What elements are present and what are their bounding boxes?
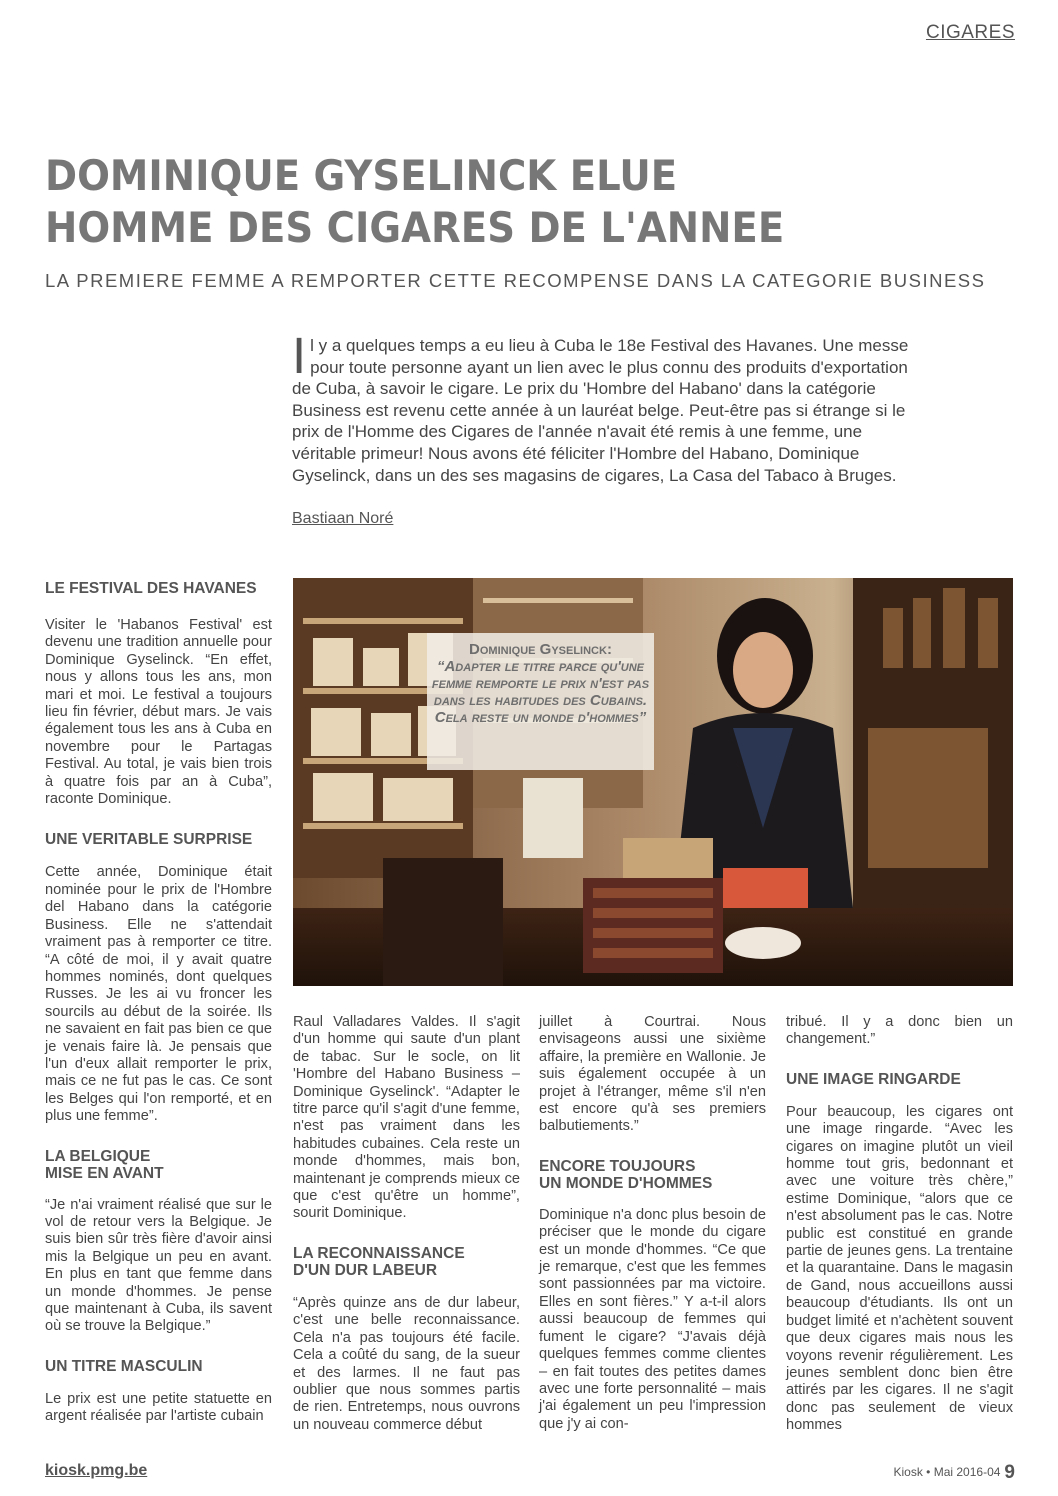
heading-festival: LE FESTIVAL DES HAVANES [45,580,257,597]
heading-reconnaissance [293,1245,520,1279]
intro-text: l y a quelques temps a eu lieu à Cuba le 18e Festival des Havanes. Une messe pour toute personne ayant un lien avec le plus connu des produits d'exportation de Cuba, à savoir le cigare. Le prix du 'Hombre del Habano' dans la catégorie Business est revenu cette année à un lauréat belge. Peut-être pas si étrange si le prix de l'Homme des Cigares de l'année n'avait été remis à une femme, une véritable primeur! Nous avons été féliciter l'Hombre del Habano, Dominique Gyselinck, dans un des ses magasins de cigares, La Casa del Tabaco à Bruges. [292,336,909,485]
footer-issue [860,1462,1015,1484]
intro-paragraph [292,329,917,486]
column-4 [786,1014,1013,1435]
heading-line: LA BELGIQUE [45,1147,151,1165]
heading-image-ringarde: UNE IMAGE RINGARDE [786,1070,961,1088]
paragraph: Pour beaucoup, les cigares ont une image ringarde. “Avec les cigares on imagine plutôt un vieil homme tout gris, bedonnant et avec une voiture très chère,” estime Dominique, “alors que ce n'est absolument pas le cas. Notre public est constitué en grande partie de jeunes gens. La trentaine et la quarantaine. Dans le magasin de Gand, nous accueillons aussi beaucoup d'étudiants. Ils ont un budget limité et n'achètent souvent que deux cigares mais nous les voyons revenir régulièrement. Les jeunes semblent donc bien être attirés par les cigares. Il ne s'agit donc pas seulement de vieux hommes [786,1103,1013,1434]
title-line-2: HOMME DES CIGARES DE L'ANNEE [45,203,785,252]
heading-belgique [45,1148,272,1182]
paragraph: Dominique n'a donc plus besoin de préciser que le monde du cigare est un monde d'hommes. “Ce que je remarque, c'est que les femmes sont passionnées par ma victoire. Elles en sont fières.” Y a-t-il alors aussi beaucoup de femmes qui fument le cigare? “J'avais déjà quelques femmes comme clientes – en fait toutes des petites dames avec une forte personnalité – mais j'ai également un peu l'impression que j'y ai con- [539,1206,766,1432]
heading-line: ENCORE TOUJOURS [539,1157,696,1175]
paragraph: Le prix est une petite statuette en argent réalisée par l'artiste cubain [45,1390,272,1425]
author-byline[interactable]: Bastiaan Noré [292,510,394,527]
footer-site-link[interactable]: kiosk.pmg.be [45,1462,148,1479]
column-1 [45,580,272,1426]
article-subtitle: LA PREMIERE FEMME A REMPORTER CETTE RECOMPENSE DANS LA CATEGORIE BUSINESS [45,270,986,291]
heading-titre: UN TITRE MASCULIN [45,1357,203,1375]
heading-line: LA RECONNAISSANCE [293,1244,465,1262]
paragraph: tribué. Il y a donc bien un changement.” [786,1014,1013,1048]
page-number: 9 [1004,1462,1015,1483]
paragraph: Cette année, Dominique était nominée pour le prix de l'Hombre del Habano dans la catégorie Business. Elle ne s'attendait vraiment pas à remporter ce titre. “A côté de moi, il y avait quatre hommes nominés, dont quelques Russes. Je les ai vu froncer les sourcils au début de la soirée. Ils ne savaient en fait pas bien ce que je venais faire là. Je pensais que l'un d'eux allait remporter le prix, mais ce ne fut pas le cas. Ce sont les Belges qui l'on remporté, et en plus une femme”. [45,864,272,1125]
heading-line: MISE EN AVANT [45,1164,164,1182]
paragraph: Visiter le 'Habanos Festival' est devenu une tradition annuelle pour Dominique Gyselinck. “En effet, nous y allons tous les ans, mon mari et moi. Le festival a toujours lieu fin février, début mars. Je vais également tous les ans à Cuba en novembre pour le Partagas Festival. Au total, je vais bien trois à quatre fois par an à Cuba”, raconte Dominique. [45,617,272,808]
column-2 [293,1014,520,1434]
heading-line: D'UN DUR LABEUR [293,1261,438,1279]
section-tag: CIGARES [925,22,1015,43]
article-title [45,150,947,254]
heading-monde-hommes [539,1158,766,1192]
pull-quote [427,633,654,770]
paragraph: “Je n'ai vraiment réalisé que sur le vol de retour vers la Belgique. Je suis bien sûr très fière d'avoir ainsi mis la Belgique un peu en avant. En plus en tant que femme dans un monde d'hommes. Je pense que maintenant à Cuba, ils savent où se trouve la Belgique.” [45,1196,272,1335]
paragraph: “Après quinze ans de dur labeur, c'est une belle reconnaissance. Cela n'a pas toujours été facile. Cela a coûté du sang, de la sueur et des larmes. Il ne faut pas oublier que nous sommes partis de rien. Entretemps, nous ouvrons un nouveau commerce début [293,1294,520,1433]
drop-cap: I [292,329,307,385]
title-line-1: DOMINIQUE GYSELINCK ELUE [45,151,678,200]
paragraph: Raul Valladares Valdes. Il s'agit d'un homme qui saute d'un plant de tabac. Sur le socle, on lit 'Hombre del Habano Business – Dominique Gyselinck'. “Adapter le titre parce qu'il s'agit d'une femme, n'est pas vraiment dans les habitudes cubaines. Cela reste un monde d'hommes, mais bon, maintenant je comprends mieux ce que c'est qu'être un homme”, sourit Dominique. [293,1014,520,1222]
heading-surprise: UNE VERITABLE SURPRISE [45,831,253,849]
paragraph: juillet à Courtrai. Nous envisageons aussi une sixième affaire, la première en Wallonie. Je suis également occupée à un projet à l'étranger, même s'il n'en est encore qu'à ses premiers balbutiements.” [539,1014,766,1135]
quote-text: “Adapter le titre parce qu'une femme remporte le prix n'est pas dans les habitudes des Cubains. Cela reste un monde d'hommes” [431,658,650,726]
heading-line: UN MONDE D'HOMMES [539,1174,713,1192]
issue-label: Kiosk • Mai 2016-04 [893,1465,1001,1479]
quote-speaker: Dominique Gyselinck: [469,641,612,658]
column-3 [539,1014,766,1433]
